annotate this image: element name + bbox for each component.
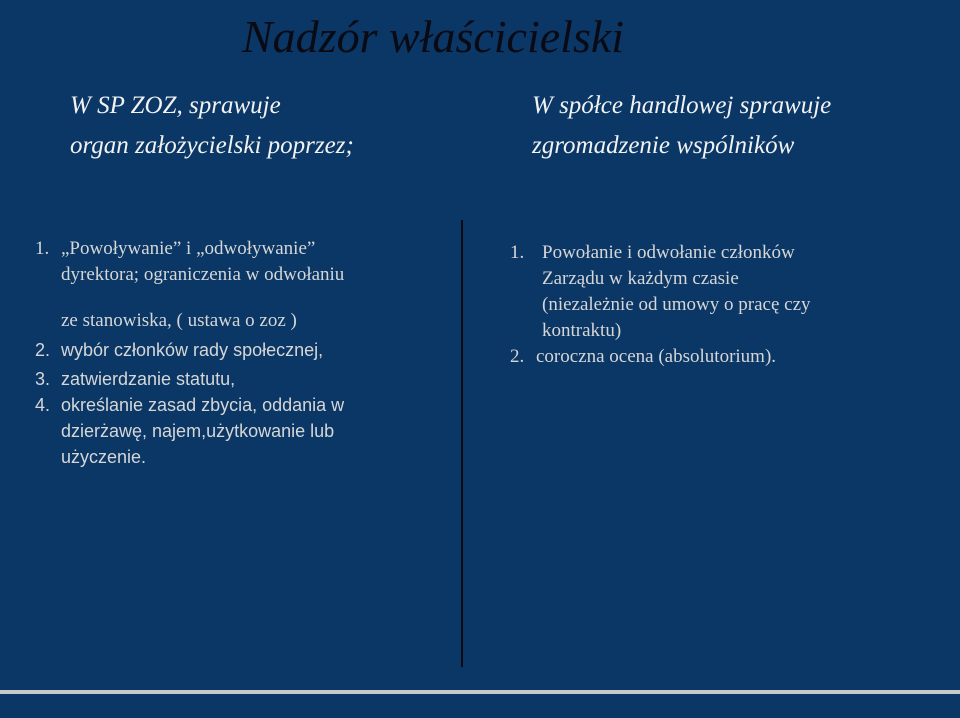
left-heading-line: W SP ZOZ, sprawuje — [70, 92, 281, 119]
list-item-text: Powołanie i odwołanie członków — [542, 242, 795, 263]
column-divider — [461, 220, 463, 667]
list-item-text: (niezależnie od umowy o pracę czy — [542, 294, 811, 315]
list-item — [510, 344, 940, 370]
left-column-heading — [70, 86, 354, 166]
list-item — [510, 240, 940, 344]
list-item-text: Zarządu w każdym czasie — [542, 268, 739, 289]
list-item-text: wybór członków rady społecznej, — [61, 340, 324, 360]
list-item-number: 3. — [35, 369, 51, 389]
left-list — [35, 236, 455, 470]
list-item-number: 1. — [510, 242, 525, 263]
list-item-text: coroczna ocena (absolutorium). — [536, 346, 777, 367]
list-item-number: 2. — [510, 346, 525, 367]
right-heading-line: zgromadzenie wspólników — [532, 132, 795, 159]
list-item-text: dyrektora; ograniczenia w odwołaniu — [61, 264, 345, 285]
slide-title: Nadzór właścicielski — [242, 11, 625, 62]
list-item — [35, 392, 455, 470]
left-heading-line: organ założycielski poprzez; — [70, 132, 354, 159]
list-item-text: zatwierdzanie statutu, — [61, 369, 236, 389]
list-item-number: 1. — [35, 238, 50, 259]
list-item-text: dzierżawę, najem,użytkowanie lub — [61, 421, 335, 441]
list-item-text: kontraktu) — [542, 320, 622, 341]
list-item-number: 4. — [35, 395, 51, 415]
list-item-text: użyczenie. — [61, 447, 147, 467]
right-heading-line: W spółce handlowej sprawuje — [532, 92, 832, 119]
list-item-text: „Powoływanie” i „odwoływanie” — [61, 238, 316, 259]
list-item — [35, 236, 455, 334]
list-item — [35, 337, 455, 363]
bottom-bar — [0, 690, 960, 694]
right-column-heading — [532, 86, 831, 166]
right-list — [510, 240, 940, 370]
list-item — [35, 366, 455, 392]
list-item-text: określanie zasad zbycia, oddania w — [61, 395, 345, 415]
list-item-number: 2. — [35, 340, 51, 360]
list-item-text: ze stanowiska, ( ustawa o zoz ) — [61, 310, 297, 331]
